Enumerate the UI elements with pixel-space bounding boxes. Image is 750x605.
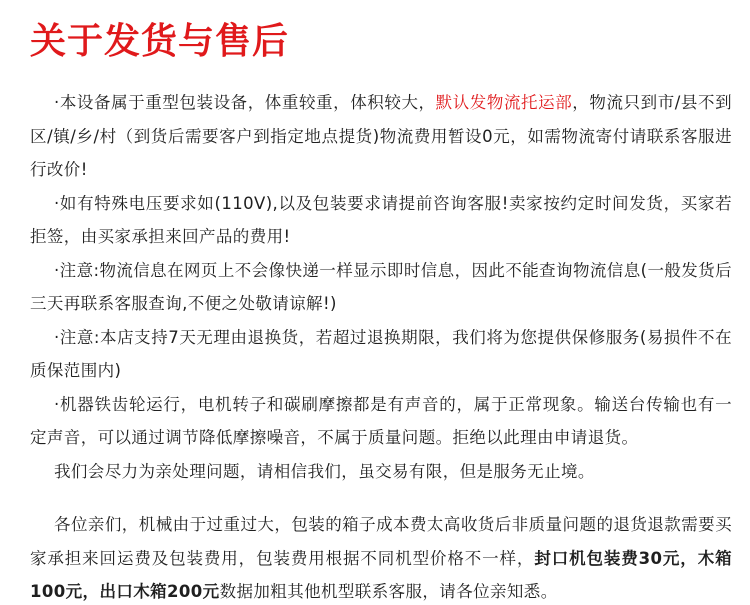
page-title: 关于发货与售后 [30,21,290,62]
default-logistics-highlight: 默认发物流托运部 [435,93,573,112]
voltage-request-paragraph: ·如有特殊电压要求如(110V),以及包装要求请提前咨询客服!卖家按约定时间发货，买家若拒签，由买家承担来回产品的费用! [30,193,732,246]
packaging-fee-highlight: 封口机包装费30元，木箱100元，出口木箱200元 [30,548,732,601]
return-fee-paragraph [30,508,732,605]
machine-noise-paragraph: ·机器铁齿轮运行，电机转子和碳刷摩擦都是有声音的，属于正常现象。输送台传输也有一定声音，可以通过调节降低摩擦噪音，不属于质量问题。拒绝以此理由申请退货。 [30,394,732,447]
return-fee-part-a: 各位亲们，机械由于过重过大，包装的箱子成本费太高收货后非质量问题的退货退款需要买家承担来回运费及包装费用，包装费用根据不同机型价格不一样， [30,515,732,568]
shipping-note-part-a: ·本设备属于重型包装设备，体重较重，体积较大， [54,93,436,112]
return-policy-paragraph: ·注意:本店支持7天无理由退换货，若超过退换期限，我们将为您提供保修服务(易损件不在质保范围内) [30,327,732,380]
return-fee-part-c: 数据加粗其他机型联系客服，请各位亲知悉。 [219,582,558,601]
shipping-note-part-c: ，物流只到市/县不到区/镇/乡/村（到货后需要客户到指定地点提货)物流费用暂设0元，如需物流寄付请联系客服进行改价! [30,93,732,179]
shipping-note-paragraph [30,86,732,187]
service-commitment-paragraph: 我们会尽力为亲处理问题，请相信我们，虽交易有限，但是服务无止境。 [54,461,595,481]
logistics-tracking-notice-paragraph: ·注意:物流信息在网页上不会像快递一样显示即时信息，因此不能查询物流信息(一般发货后三天再联系客服查询,不便之处敬请谅解!) [30,260,732,313]
